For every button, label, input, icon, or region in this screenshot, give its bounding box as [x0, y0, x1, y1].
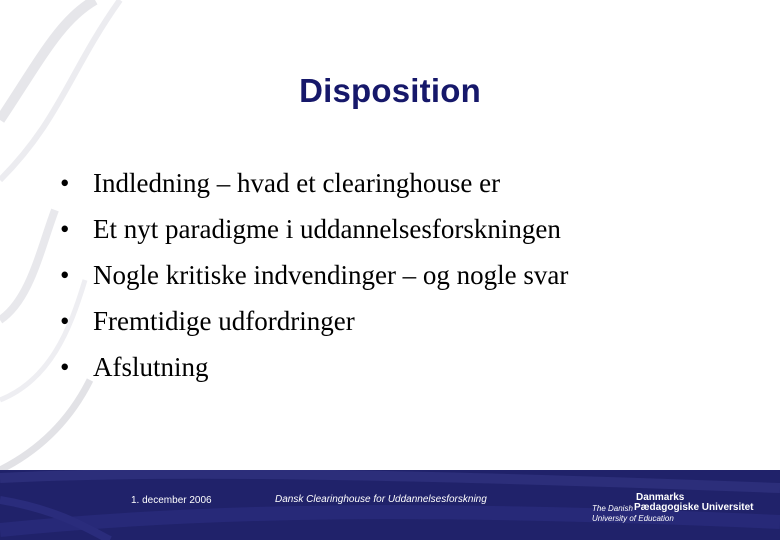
bullet-text: Nogle kritiske indvendinger – og nogle svar — [93, 260, 569, 290]
logo-line-2-main: Pædagogiske Universitet — [634, 502, 754, 513]
bullet-dot: • — [60, 260, 70, 290]
bullet-item — [60, 298, 568, 344]
slide-title: Disposition — [299, 72, 481, 109]
bullet-item — [60, 160, 568, 206]
footer-band — [0, 470, 780, 540]
bullet-text: Indledning – hvad et clearinghouse er — [93, 168, 501, 198]
bullet-item — [60, 252, 568, 298]
footer-organization: Dansk Clearinghouse for Uddannelsesforskning — [275, 494, 487, 505]
bullet-list — [60, 160, 568, 390]
bullet-dot: • — [60, 306, 70, 336]
university-logo — [592, 492, 772, 536]
bullet-item — [60, 206, 568, 252]
bullet-dot: • — [60, 352, 70, 382]
footer-date: 1. december 2006 — [131, 495, 212, 506]
bullet-dot: • — [60, 214, 70, 244]
bullet-text: Afslutning — [93, 352, 209, 382]
bullet-text: Fremtidige udfordringer — [93, 306, 355, 336]
logo-line-3: University of Education — [592, 514, 674, 523]
logo-line-1: Danmarks — [636, 492, 685, 503]
bullet-dot: • — [60, 168, 70, 198]
bullet-text: Et nyt paradigme i uddannelsesforskningen — [93, 214, 561, 244]
logo-line-2-prefix: The Danish — [592, 504, 633, 513]
bullet-item — [60, 344, 568, 390]
